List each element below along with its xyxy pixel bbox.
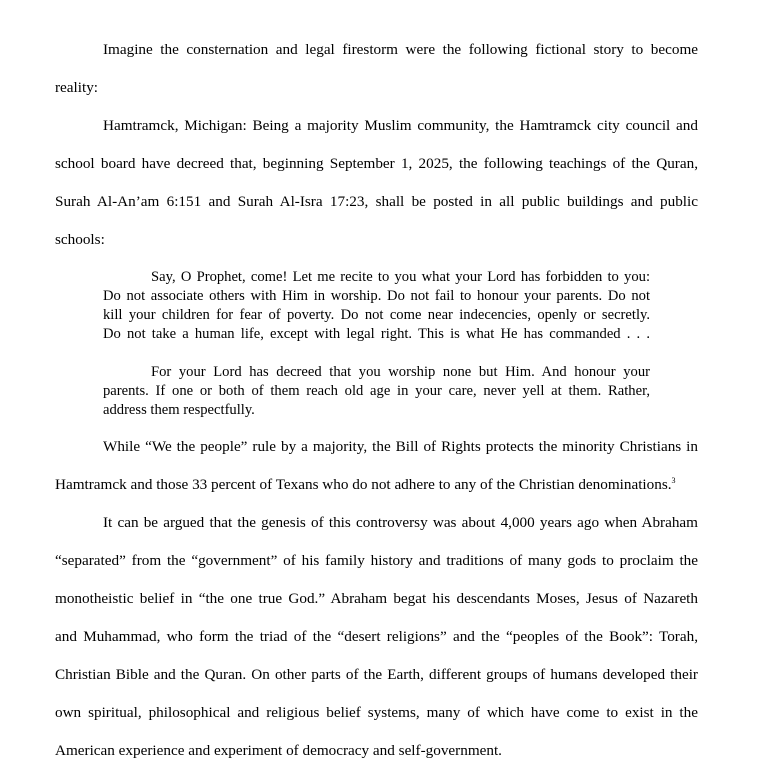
- paragraph-2-line-3: Surah Al-An’am 6:151 and Surah Al-Isra 17:23, shall be posted in all public buildings and public: [55, 193, 698, 210]
- paragraph-4-line-7: American experience and experiment of democracy and self-government.: [55, 742, 502, 759]
- paragraph-1-line-2: reality:: [55, 79, 99, 96]
- paragraph-4-line-2: “separated” from the “government” of his family history and traditions of many gods to proclaim the: [55, 552, 698, 569]
- paragraph-4-line-6: own spiritual, philosophical and religious belief systems, many of which have come to exist in the: [55, 704, 698, 721]
- paragraph-4-line-3: monotheistic belief in “the one true God.” Abraham begat his descendants Moses, Jesus of Nazareth: [55, 590, 698, 607]
- paragraph-4-line-1: It can be argued that the genesis of this controversy was about 4,000 years ago when Abraham: [103, 514, 698, 531]
- paragraph-1-line-1: Imagine the consternation and legal firestorm were the following fictional story to become: [103, 41, 698, 58]
- paragraph-4-line-5: Christian Bible and the Quran. On other parts of the Earth, different groups of humans developed their: [55, 666, 698, 683]
- paragraph-4-line-4: and Muhammad, who form the triad of the “desert religions” and the “peoples of the Book”: Torah,: [55, 628, 698, 645]
- quote-1-line-4: Do not take a human life, except with legal right. This is what He has commanded . . .: [103, 326, 650, 342]
- quote-2-line-2: parents. If one or both of them reach old age in your care, never yell at them. Rather,: [103, 383, 650, 399]
- paragraph-2-line-4: schools:: [55, 231, 105, 248]
- paragraph-2-line-1: Hamtramck, Michigan: Being a majority Muslim community, the Hamtramck city council and: [103, 117, 698, 134]
- paragraph-3-line-2-text: Hamtramck and those 33 percent of Texans who do not adhere to any of the Christian denominations.: [55, 476, 672, 493]
- quote-1-line-3: kill your children for fear of poverty. Do not come near indecencies, openly or secretly.: [103, 307, 650, 323]
- paragraph-2-line-2: school board have decreed that, beginning September 1, 2025, the following teachings of the Quran,: [55, 155, 698, 172]
- paragraph-3-line-1: While “We the people” rule by a majority, the Bill of Rights protects the minority Christians in: [103, 438, 698, 455]
- quote-1-line-2: Do not associate others with Him in worship. Do not fail to honour your parents. Do not: [103, 288, 650, 304]
- quote-1-line-1: Say, O Prophet, come! Let me recite to you what your Lord has forbidden to you:: [151, 269, 650, 285]
- paragraph-3-line-2: [55, 476, 698, 494]
- footnote-reference[interactable]: 3: [671, 476, 676, 485]
- quote-2-line-1: For your Lord has decreed that you worship none but Him. And honour your: [151, 364, 650, 380]
- quote-2-line-3: address them respectfully.: [103, 402, 255, 418]
